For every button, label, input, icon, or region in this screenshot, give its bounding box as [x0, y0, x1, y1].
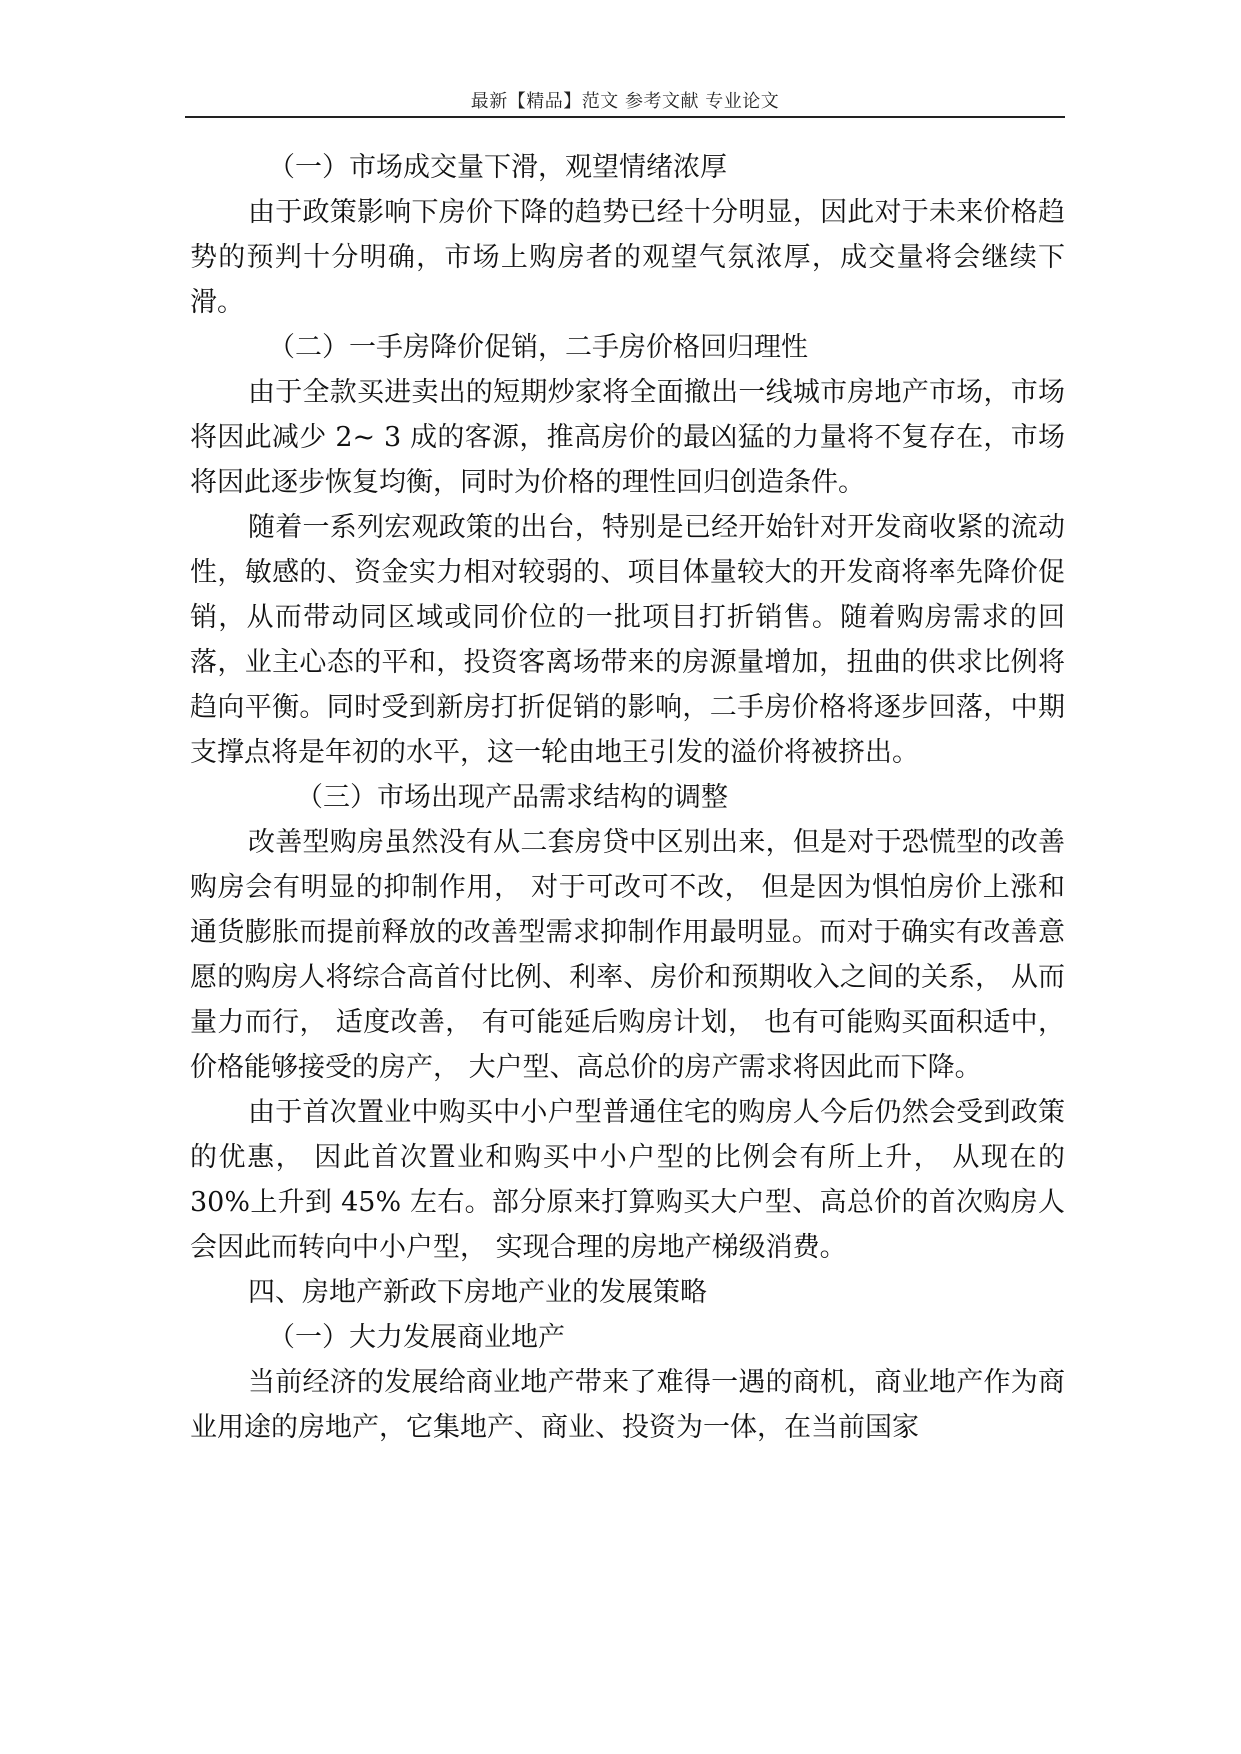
page-header: 最新【精品】范文 参考文献 专业论文: [470, 91, 780, 112]
section-heading-strategy: 四、房地产新政下房地产业的发展策略: [248, 1277, 707, 1308]
paragraph-commercial-estate: 当前经济的发展给商业地产带来了难得一遇的商机，商业地产作为商业用途的房地产，它集地产、商业、投资为一体，在当前国家: [190, 1367, 1065, 1443]
header-divider: [185, 116, 1065, 118]
section-heading-price-promotion: （二）一手房降价促销，二手房价格回归理性: [268, 332, 808, 363]
section-heading-commercial-estate: （一）大力发展商业地产: [268, 1322, 565, 1353]
section-heading-demand-structure: （三）市场出现产品需求结构的调整: [296, 782, 728, 813]
paragraph-first-time-buyers: 由于首次置业中购买中小户型普通住宅的购房人今后仍然会受到政策的优惠， 因此首次置业和购买中小户型的比例会有所上升， 从现在的 30%上升到 45% 左右。部分原来打算购买大户型、高总价的首次购房人会因此而转向中小户型， 实现合理的房地产梯级消费。: [190, 1097, 1065, 1263]
section-heading-market-volume: （一）市场成交量下滑，观望情绪浓厚: [268, 152, 727, 183]
paragraph-speculators-exit: 由于全款买进卖出的短期炒家将全面撤出一线城市房地产市场，市场将因此减少 2~ 3 成的客源，推高房价的最凶猛的力量将不复存在，市场将因此逐步恢复均衡，同时为价格的理性回归创造条件。: [190, 377, 1065, 498]
paragraph-market-volume: 由于政策影响下房价下降的趋势已经十分明显，因此对于未来价格趋势的预判十分明确，市场上购房者的观望气氛浓厚，成交量将会继续下滑。: [190, 197, 1065, 318]
document-body: [190, 145, 1065, 1450]
paragraph-developers-discount: 随着一系列宏观政策的出台，特别是已经开始针对开发商收紧的流动性，敏感的、资金实力相对较弱的、项目体量较大的开发商将率先降价促销，从而带动同区域或同价位的一批项目打折销售。随着购房需求的回落，业主心态的平和，投资客离场带来的房源量增加，扭曲的供求比例将趋向平衡。同时受到新房打折促销的影响，二手房价格将逐步回落，中期支撑点将是年初的水平，这一轮由地王引发的溢价将被挤出。: [190, 512, 1065, 768]
paragraph-improvement-demand: 改善型购房虽然没有从二套房贷中区别出来，但是对于恐慌型的改善购房会有明显的抑制作用， 对于可改可不改， 但是因为惧怕房价上涨和通货膨胀而提前释放的改善型需求抑制作用最明显。而对于确实有改善意愿的购房人将综合高首付比例、利率、房价和预期收入之间的关系， 从而量力而行， 适度改善， 有可能延后购房计划， 也有可能购买面积适中， 价格能够接受的房产， 大户型、高总价的房产需求将因此而下降。: [190, 827, 1065, 1083]
